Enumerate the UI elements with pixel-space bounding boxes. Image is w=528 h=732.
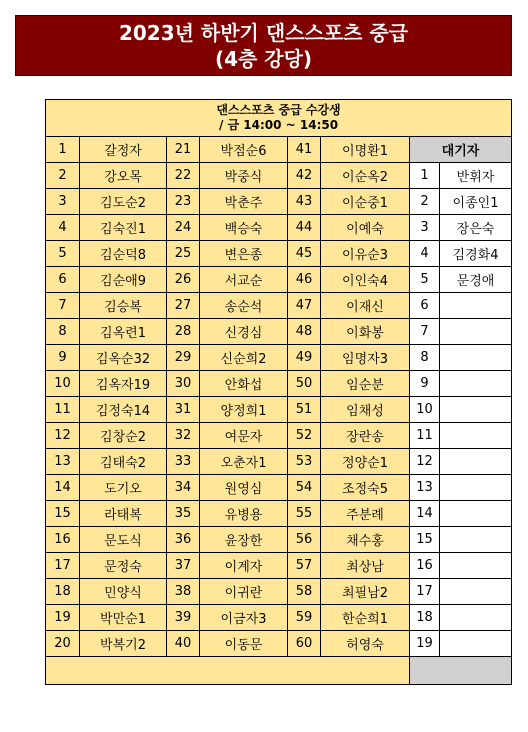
name-cell: 변은종: [200, 241, 288, 267]
name-cell: 이인숙4: [321, 267, 410, 293]
row-number-cell: 28: [167, 319, 200, 345]
name-cell: 신경심: [200, 319, 288, 345]
waiting-name-cell: 이종인1: [440, 189, 512, 215]
waiting-list-header: 대기자: [410, 137, 512, 163]
name-cell: 최필남2: [321, 579, 410, 605]
name-cell: 이순중1: [321, 189, 410, 215]
table-title: 댄스스포츠 중급 수강생: [216, 103, 341, 117]
row-number-cell: 38: [167, 579, 200, 605]
row-number-cell: 23: [167, 189, 200, 215]
name-cell: 이동문: [200, 631, 288, 657]
table-row: [46, 553, 512, 579]
row-number-cell: 6: [46, 267, 80, 293]
row-number-cell: 17: [46, 553, 80, 579]
waiting-number-cell: 17: [410, 579, 440, 605]
table-header-row: [46, 100, 512, 137]
name-cell: 박중식: [200, 163, 288, 189]
name-cell: 정양순1: [321, 449, 410, 475]
table-row: [46, 319, 512, 345]
waiting-number-cell: 3: [410, 215, 440, 241]
waiting-name-cell: [440, 501, 512, 527]
name-cell: 양정희1: [200, 397, 288, 423]
waiting-name-cell: [440, 397, 512, 423]
name-cell: 유병용: [200, 501, 288, 527]
row-number-cell: 60: [288, 631, 321, 657]
name-cell: 이계자: [200, 553, 288, 579]
waiting-name-cell: [440, 293, 512, 319]
row-number-cell: 14: [46, 475, 80, 501]
row-number-cell: 34: [167, 475, 200, 501]
table-row: [46, 163, 512, 189]
waiting-number-cell: 11: [410, 423, 440, 449]
waiting-name-cell: 반휘자: [440, 163, 512, 189]
table-footer-row: [46, 657, 512, 685]
table-row: [46, 215, 512, 241]
name-cell: 김승복: [80, 293, 167, 319]
waiting-number-cell: 7: [410, 319, 440, 345]
row-number-cell: 42: [288, 163, 321, 189]
table-schedule: / 금 14:00 ~ 14:50: [218, 118, 339, 132]
table-row: [46, 475, 512, 501]
name-cell: 문정숙: [80, 553, 167, 579]
row-number-cell: 12: [46, 423, 80, 449]
row-number-cell: 35: [167, 501, 200, 527]
waiting-number-cell: 10: [410, 397, 440, 423]
roster-table: [45, 99, 512, 685]
row-number-cell: 24: [167, 215, 200, 241]
name-cell: 김정숙14: [80, 397, 167, 423]
name-cell: 이순옥2: [321, 163, 410, 189]
waiting-number-cell: 4: [410, 241, 440, 267]
table-row: [46, 267, 512, 293]
row-number-cell: 48: [288, 319, 321, 345]
name-cell: 이화봉: [321, 319, 410, 345]
table-row: [46, 605, 512, 631]
name-cell: 임채성: [321, 397, 410, 423]
row-number-cell: 15: [46, 501, 80, 527]
name-cell: 갈정자: [80, 137, 167, 163]
name-cell: 채수홍: [321, 527, 410, 553]
waiting-name-cell: [440, 579, 512, 605]
waiting-number-cell: 1: [410, 163, 440, 189]
waiting-number-cell: 13: [410, 475, 440, 501]
table-row: [46, 579, 512, 605]
row-number-cell: 25: [167, 241, 200, 267]
waiting-number-cell: 16: [410, 553, 440, 579]
waiting-name-cell: [440, 449, 512, 475]
name-cell: 안화섭: [200, 371, 288, 397]
name-cell: 김태숙2: [80, 449, 167, 475]
waiting-number-cell: 15: [410, 527, 440, 553]
name-cell: 조정숙5: [321, 475, 410, 501]
table-row: [46, 397, 512, 423]
row-number-cell: 13: [46, 449, 80, 475]
name-cell: 장란송: [321, 423, 410, 449]
row-number-cell: 3: [46, 189, 80, 215]
name-cell: 원영심: [200, 475, 288, 501]
row-number-cell: 22: [167, 163, 200, 189]
row-number-cell: 11: [46, 397, 80, 423]
table-row: [46, 423, 512, 449]
row-number-cell: 5: [46, 241, 80, 267]
name-cell: 임명자3: [321, 345, 410, 371]
row-number-cell: 26: [167, 267, 200, 293]
row-number-cell: 49: [288, 345, 321, 371]
row-number-cell: 57: [288, 553, 321, 579]
table-row: [46, 371, 512, 397]
name-cell: 박복기2: [80, 631, 167, 657]
row-number-cell: 53: [288, 449, 321, 475]
row-number-cell: 20: [46, 631, 80, 657]
waiting-name-cell: [440, 423, 512, 449]
waiting-name-cell: [440, 345, 512, 371]
name-cell: 이금자3: [200, 605, 288, 631]
footer-waiting-cell: [410, 657, 512, 685]
name-cell: 신순희2: [200, 345, 288, 371]
row-number-cell: 16: [46, 527, 80, 553]
row-number-cell: 54: [288, 475, 321, 501]
row-number-cell: 37: [167, 553, 200, 579]
row-number-cell: 9: [46, 345, 80, 371]
table-row: [46, 527, 512, 553]
row-number-cell: 45: [288, 241, 321, 267]
waiting-name-cell: [440, 319, 512, 345]
name-cell: 최상남: [321, 553, 410, 579]
table-row: [46, 501, 512, 527]
waiting-name-cell: 장은숙: [440, 215, 512, 241]
waiting-number-cell: 18: [410, 605, 440, 631]
row-number-cell: 39: [167, 605, 200, 631]
name-cell: 서교순: [200, 267, 288, 293]
waiting-name-cell: 문경애: [440, 267, 512, 293]
name-cell: 이재신: [321, 293, 410, 319]
name-cell: 이유순3: [321, 241, 410, 267]
row-number-cell: 8: [46, 319, 80, 345]
table-title-cell: [46, 100, 512, 137]
row-number-cell: 30: [167, 371, 200, 397]
name-cell: 임순분: [321, 371, 410, 397]
row-number-cell: 31: [167, 397, 200, 423]
name-cell: 강오목: [80, 163, 167, 189]
row-number-cell: 43: [288, 189, 321, 215]
name-cell: 김숙진1: [80, 215, 167, 241]
name-cell: 김옥순32: [80, 345, 167, 371]
waiting-number-cell: 12: [410, 449, 440, 475]
waiting-name-cell: 김경화4: [440, 241, 512, 267]
waiting-number-cell: 8: [410, 345, 440, 371]
row-number-cell: 36: [167, 527, 200, 553]
table-row: [46, 241, 512, 267]
waiting-name-cell: [440, 553, 512, 579]
row-number-cell: 27: [167, 293, 200, 319]
name-cell: 주분례: [321, 501, 410, 527]
name-cell: 이명환1: [321, 137, 410, 163]
waiting-name-cell: [440, 527, 512, 553]
row-number-cell: 33: [167, 449, 200, 475]
name-cell: 백승숙: [200, 215, 288, 241]
page-banner: [15, 15, 512, 76]
row-number-cell: 4: [46, 215, 80, 241]
table-row: [46, 137, 512, 163]
waiting-name-cell: [440, 475, 512, 501]
waiting-number-cell: 6: [410, 293, 440, 319]
row-number-cell: 21: [167, 137, 200, 163]
waiting-number-cell: 19: [410, 631, 440, 657]
table-row: [46, 345, 512, 371]
row-number-cell: 51: [288, 397, 321, 423]
row-number-cell: 44: [288, 215, 321, 241]
name-cell: 허영숙: [321, 631, 410, 657]
waiting-name-cell: [440, 631, 512, 657]
row-number-cell: 32: [167, 423, 200, 449]
name-cell: 김순애9: [80, 267, 167, 293]
name-cell: 문도식: [80, 527, 167, 553]
row-number-cell: 55: [288, 501, 321, 527]
row-number-cell: 50: [288, 371, 321, 397]
row-number-cell: 19: [46, 605, 80, 631]
name-cell: 여문자: [200, 423, 288, 449]
waiting-number-cell: 5: [410, 267, 440, 293]
row-number-cell: 29: [167, 345, 200, 371]
row-number-cell: 58: [288, 579, 321, 605]
footer-empty-cell: [46, 657, 410, 685]
waiting-name-cell: [440, 605, 512, 631]
row-number-cell: 2: [46, 163, 80, 189]
row-number-cell: 7: [46, 293, 80, 319]
name-cell: 이귀란: [200, 579, 288, 605]
row-number-cell: 10: [46, 371, 80, 397]
banner-title: 2023년 하반기 댄스스포츠 중급: [118, 21, 409, 45]
name-cell: 송순석: [200, 293, 288, 319]
row-number-cell: 41: [288, 137, 321, 163]
waiting-number-cell: 2: [410, 189, 440, 215]
row-number-cell: 18: [46, 579, 80, 605]
name-cell: 김옥련1: [80, 319, 167, 345]
waiting-name-cell: [440, 371, 512, 397]
name-cell: 박만순1: [80, 605, 167, 631]
name-cell: 김창순2: [80, 423, 167, 449]
row-number-cell: 56: [288, 527, 321, 553]
name-cell: 이예숙: [321, 215, 410, 241]
name-cell: 김순덕8: [80, 241, 167, 267]
name-cell: 라태복: [80, 501, 167, 527]
name-cell: 민양식: [80, 579, 167, 605]
name-cell: 윤장한: [200, 527, 288, 553]
table-row: [46, 293, 512, 319]
row-number-cell: 52: [288, 423, 321, 449]
name-cell: 오춘자1: [200, 449, 288, 475]
waiting-number-cell: 14: [410, 501, 440, 527]
row-number-cell: 1: [46, 137, 80, 163]
name-cell: 김도순2: [80, 189, 167, 215]
row-number-cell: 47: [288, 293, 321, 319]
name-cell: 박점순6: [200, 137, 288, 163]
name-cell: 김옥자19: [80, 371, 167, 397]
table-row: [46, 189, 512, 215]
row-number-cell: 40: [167, 631, 200, 657]
banner-subtitle: (4층 강당): [214, 47, 313, 71]
table-row: [46, 631, 512, 657]
name-cell: 한순희1: [321, 605, 410, 631]
table-row: [46, 449, 512, 475]
waiting-number-cell: 9: [410, 371, 440, 397]
row-number-cell: 59: [288, 605, 321, 631]
row-number-cell: 46: [288, 267, 321, 293]
name-cell: 박춘주: [200, 189, 288, 215]
name-cell: 도기오: [80, 475, 167, 501]
